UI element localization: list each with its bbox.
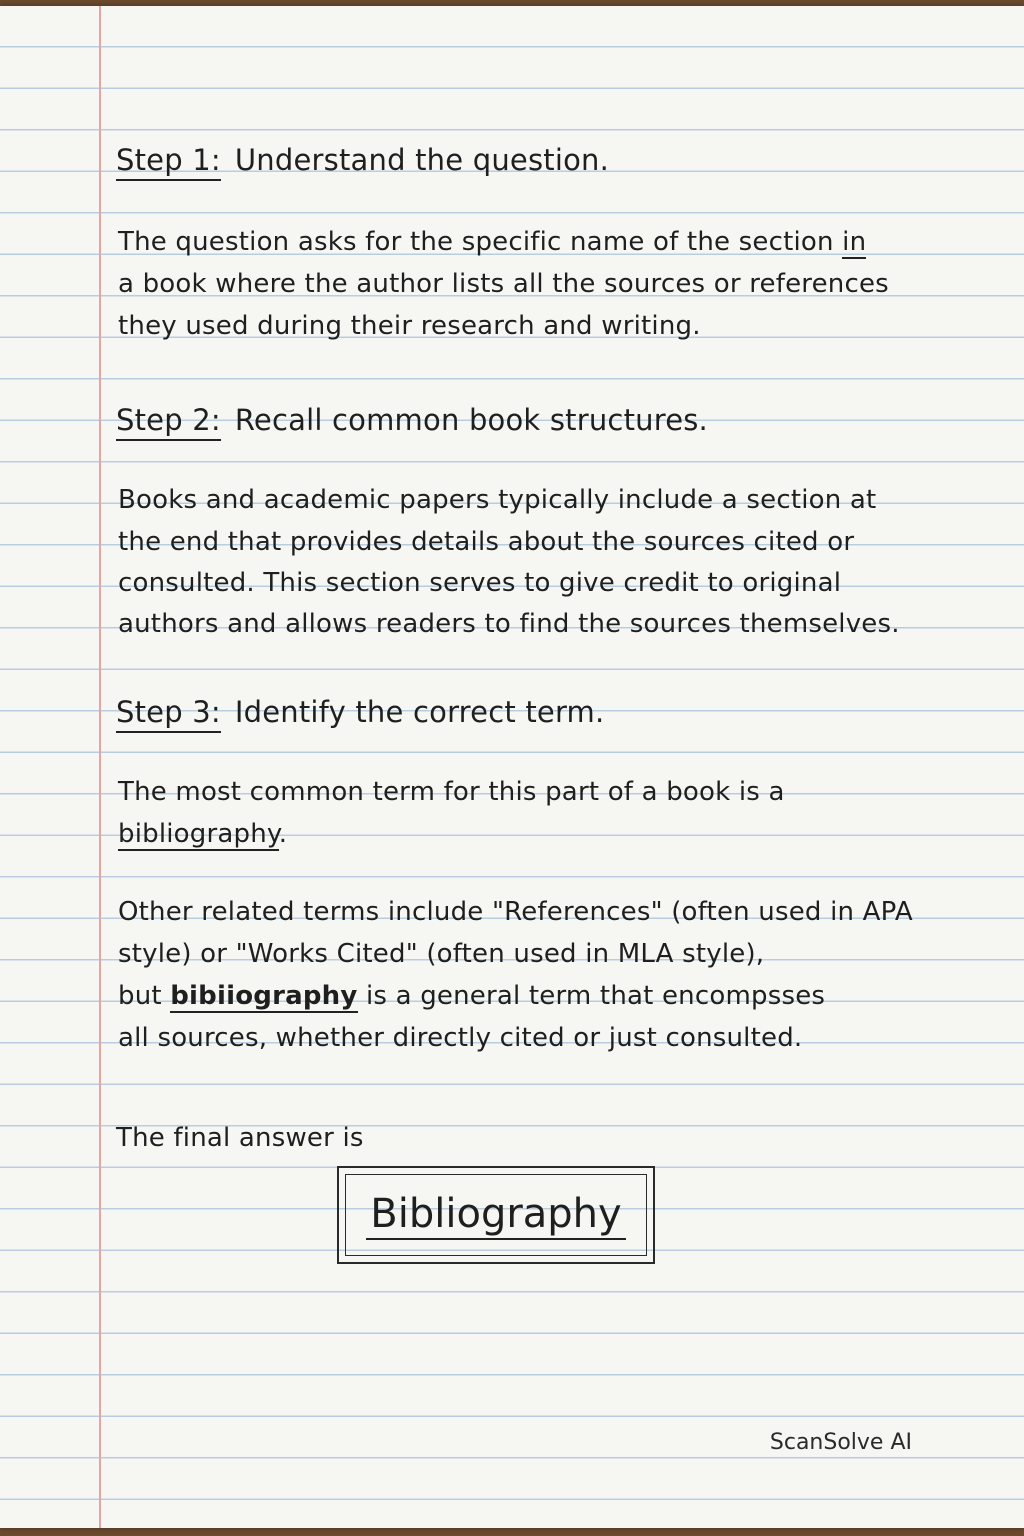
answer-box <box>337 1166 655 1264</box>
step1-line3: they used during their research and writing. <box>118 311 701 341</box>
step3-line1: The most common term for this part of a book is a <box>118 777 785 807</box>
margin-line <box>99 6 101 1528</box>
step2-heading <box>116 400 708 442</box>
step3-but-term: bibiiography <box>170 981 358 1011</box>
step1-line1-text: The question asks for the specific name of the section <box>118 227 843 257</box>
step2-line3: consulted. This section serves to give credit to original <box>118 568 842 598</box>
step1-label: Step 1: <box>116 143 221 181</box>
step2-line2: the end that provides details about the sources cited or <box>118 527 855 557</box>
step1-line1 <box>118 222 866 264</box>
step2-line4: authors and allows readers to find the sources themselves. <box>118 609 900 639</box>
step3-term-suffix: . <box>278 819 288 849</box>
step1-title: Understand the question. <box>234 143 610 177</box>
step3-heading <box>116 692 604 734</box>
step1-in-underlined: in <box>842 227 867 257</box>
step3-title: Identify the correct term. <box>234 695 605 729</box>
notebook-paper <box>0 6 1024 1528</box>
step3-other-line1: Other related terms include "References" (often used in APA <box>118 897 913 927</box>
answer-box-inner <box>345 1174 647 1256</box>
step3-label: Step 3: <box>116 695 221 733</box>
step1-heading <box>116 140 609 182</box>
step3-but-post: is a general term that encompsses <box>357 981 826 1011</box>
brand-watermark: ScanSolve AI <box>769 1430 912 1455</box>
step2-line1: Books and academic papers typically include a section at <box>118 485 877 515</box>
step3-but-pre: but <box>118 981 171 1011</box>
step3-other-line2: style) or "Works Cited" (often used in MLA style), <box>118 939 765 969</box>
step3-last-line: all sources, whether directly cited or just consulted. <box>118 1023 803 1053</box>
step3-term-line <box>118 814 287 856</box>
step1-line2: a book where the author lists all the sources or references <box>118 269 889 299</box>
step3-but-line <box>118 976 825 1018</box>
step3-term: bibliography <box>118 819 279 849</box>
step2-label: Step 2: <box>116 403 221 441</box>
final-answer: Bibliography <box>366 1190 625 1240</box>
final-intro: The final answer is <box>116 1123 364 1153</box>
step2-title: Recall common book structures. <box>234 403 708 437</box>
